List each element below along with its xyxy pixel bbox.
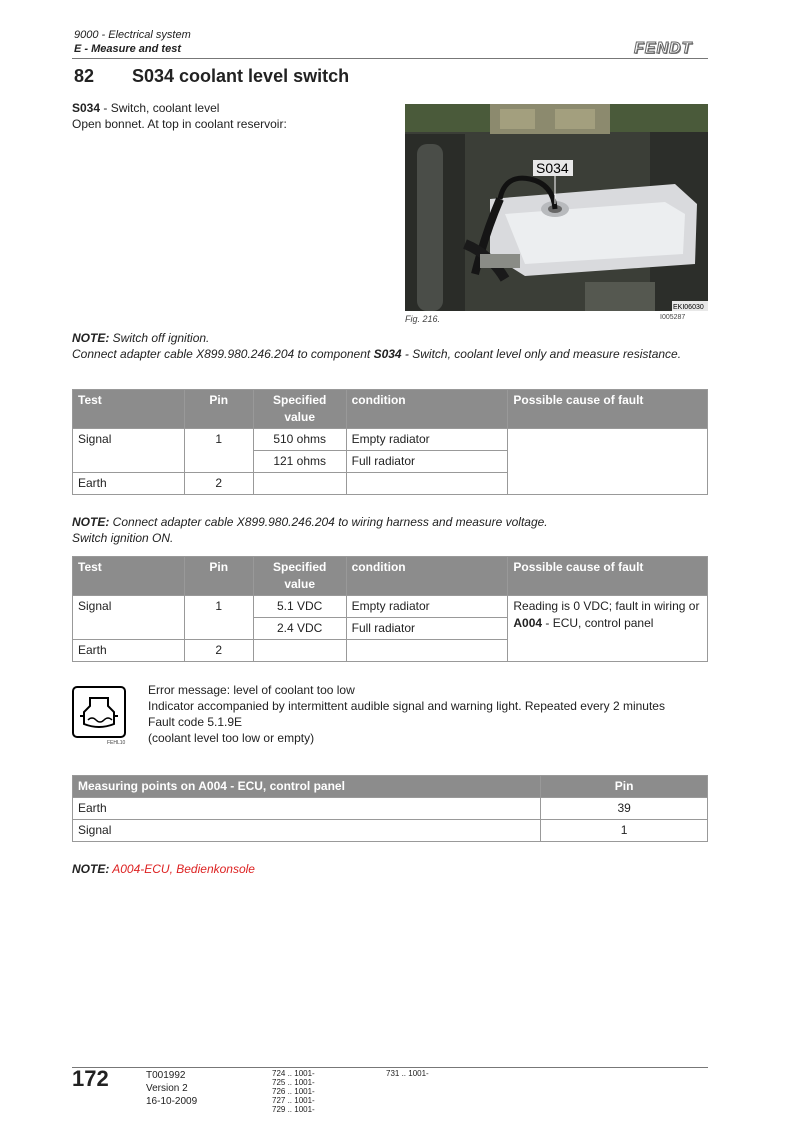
fendt-logo: FENDT: [634, 40, 693, 57]
table-row: [73, 820, 708, 842]
note-prefix: NOTE:: [72, 331, 110, 345]
pin-value: 1: [541, 820, 708, 842]
model-list: 724 .. 1001- 725 .. 1001- 726 .. 1001- 727 .. 1001- 729 .. 1001-: [272, 1069, 315, 1114]
condition-value: Empty radiator: [346, 596, 508, 618]
col-condition: condition: [346, 557, 508, 596]
table-header-row: [73, 557, 708, 596]
col-pin: Pin: [541, 776, 708, 798]
note-2: [72, 514, 712, 546]
note-text: - Switch, coolant level only and measure resistance.: [401, 347, 682, 361]
table-row: [73, 798, 708, 820]
pin-value: 1: [184, 429, 253, 473]
cause-value: Reading is 0 VDC; fault in wiring or A004 - ECU, control panel: [508, 596, 708, 662]
table-header-row: [73, 390, 708, 429]
specified-value: 5.1 VDC: [253, 596, 346, 618]
table-header-row: [73, 776, 708, 798]
table-row: [73, 596, 708, 618]
figure-caption: Fig. 216.: [405, 314, 441, 324]
test-label: Earth: [73, 640, 185, 662]
point-label: Earth: [73, 798, 541, 820]
col-measuring-point: Measuring points on A004 - ECU, control panel: [73, 776, 541, 798]
note-text: Switch ignition ON.: [72, 531, 174, 545]
pin-value: 1: [184, 596, 253, 640]
table-row: [73, 429, 708, 451]
condition-value: Empty radiator: [346, 429, 508, 451]
test-label: Signal: [73, 596, 185, 640]
warning-text: Error message: level of coolant too low Indicator accompanied by intermittent audible signal and warning light. Repeated every 2 minutes Fault code 5.1.9E (coolant level too low or empty): [148, 683, 665, 745]
section-title: E - Measure and test: [74, 43, 181, 55]
voltage-table: [72, 556, 708, 662]
note-prefix: NOTE:: [72, 862, 110, 876]
component-desc: - Switch, coolant level: [100, 101, 220, 115]
point-label: Signal: [73, 820, 541, 842]
component-code: S034: [72, 101, 101, 115]
note-link-text: A004-ECU, Bedienkonsole: [109, 862, 255, 876]
specified-value: 121 ohms: [253, 451, 346, 473]
note-text: Connect adapter cable X899.980.246.204 to wiring harness and measure voltage.: [109, 515, 548, 529]
condition-value: Full radiator: [346, 451, 508, 473]
icon-code: FEHL10: [107, 740, 126, 746]
col-specified: Specified value: [253, 557, 346, 596]
page-title: S034 coolant level switch: [132, 66, 350, 86]
col-pin: Pin: [184, 390, 253, 429]
location-text: Open bonnet. At top in coolant reservoir:: [72, 117, 287, 131]
test-label: Earth: [73, 473, 185, 495]
col-test: Test: [73, 557, 185, 596]
note-1: [72, 330, 712, 362]
col-test: Test: [73, 390, 185, 429]
photo-label: S034: [536, 160, 569, 176]
note-text: Switch off ignition.: [109, 331, 210, 345]
coolant-warning-icon: [72, 686, 126, 738]
col-cause: Possible cause of fault: [508, 557, 708, 596]
resistance-table: [72, 389, 708, 495]
test-label: Signal: [73, 429, 185, 473]
col-condition: condition: [346, 390, 508, 429]
header-divider: [72, 58, 708, 59]
condition-value: Full radiator: [346, 618, 508, 640]
section-number: 82: [74, 66, 95, 86]
note-prefix: NOTE:: [72, 515, 110, 529]
col-cause: Possible cause of fault: [508, 390, 708, 429]
specified-value: 2.4 VDC: [253, 618, 346, 640]
specified-value: 510 ohms: [253, 429, 346, 451]
component-code: S034: [373, 347, 402, 361]
note-3: [72, 861, 712, 877]
document-info: T001992 Version 2 16-10-2009: [146, 1070, 198, 1107]
model-list-2: 731 .. 1001-: [386, 1069, 429, 1078]
measuring-points-table: [72, 775, 708, 842]
page-number: 172: [72, 1066, 109, 1091]
engine-photo: [405, 104, 708, 311]
pin-value: 2: [184, 473, 253, 495]
note-text: Connect adapter cable X899.980.246.204 to component: [72, 347, 374, 361]
col-pin: Pin: [184, 557, 253, 596]
pin-value: 39: [541, 798, 708, 820]
photo-code: EKI06030: [673, 304, 704, 311]
pin-value: 2: [184, 640, 253, 662]
footer-divider: [72, 1067, 708, 1068]
chapter-title: 9000 - Electrical system: [74, 29, 191, 41]
figure-code: I005287: [660, 314, 686, 321]
cause-value: [508, 429, 708, 495]
col-specified: Specified value: [253, 390, 346, 429]
engine-photo-drawing: [405, 104, 708, 311]
intro-text: [72, 100, 287, 132]
